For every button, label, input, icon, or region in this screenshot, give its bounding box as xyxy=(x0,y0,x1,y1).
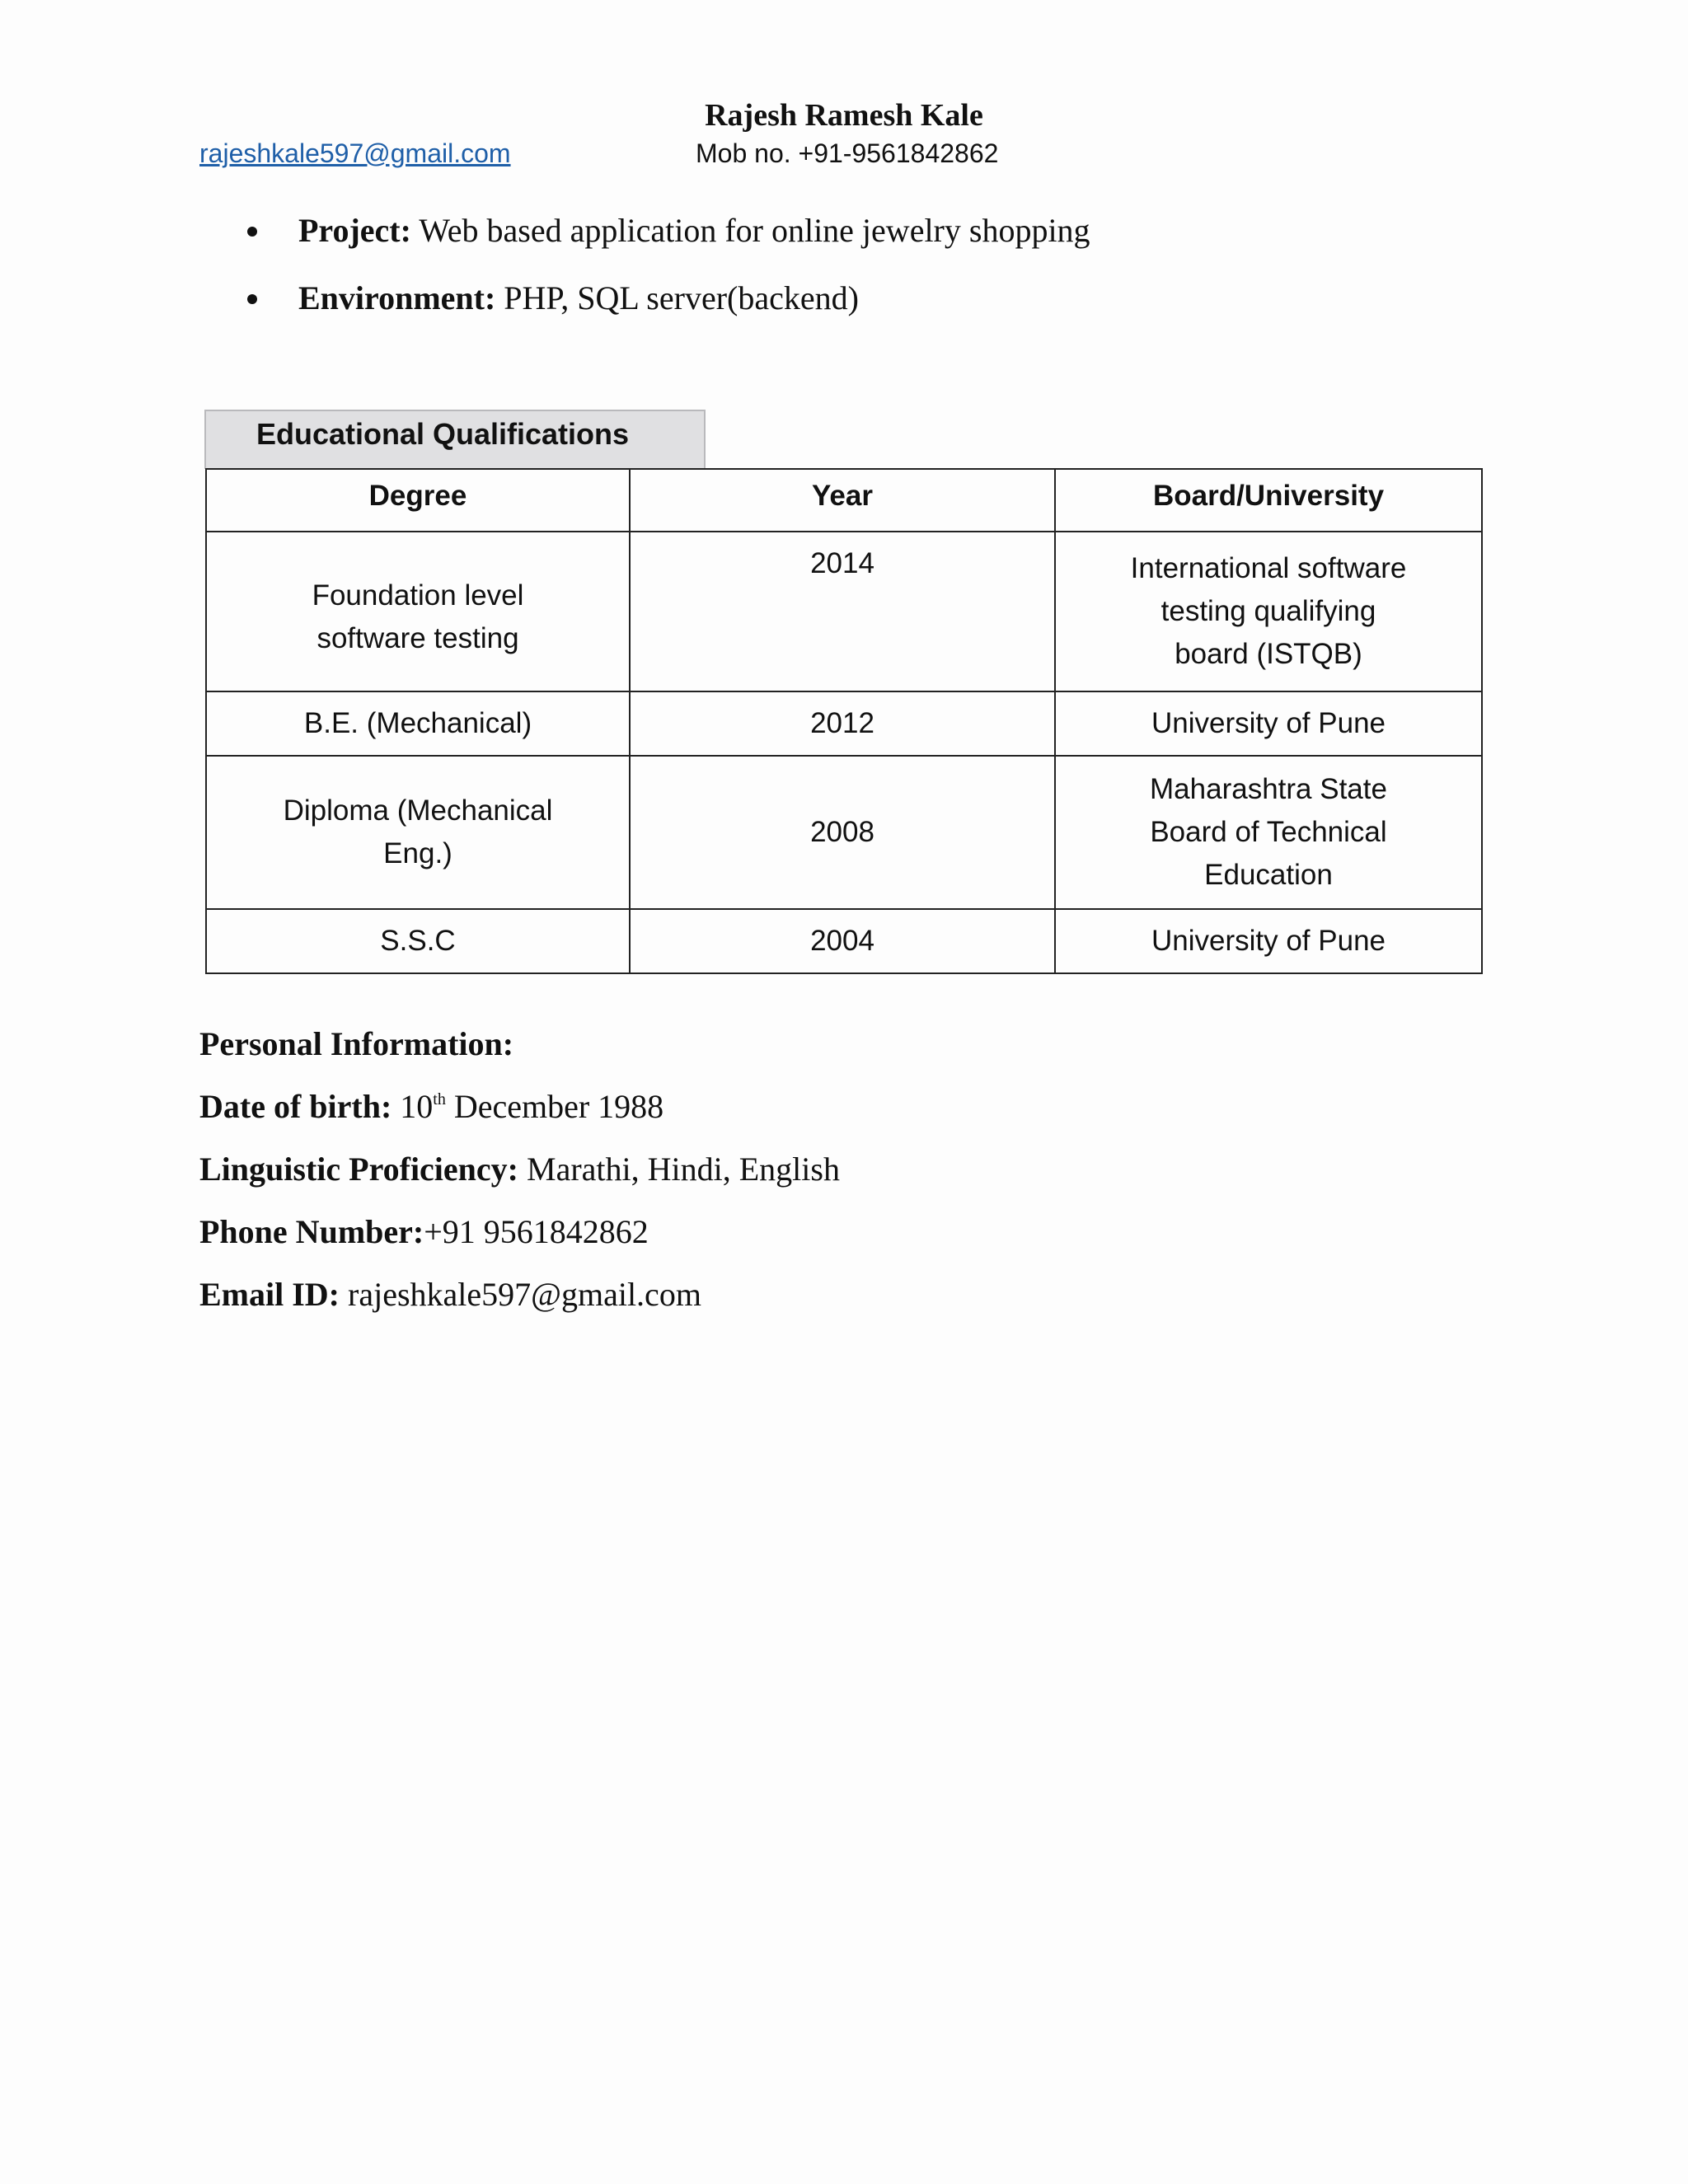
degree-line: Diploma (Mechanical xyxy=(283,794,553,827)
year-cell: 2008 xyxy=(630,756,1055,909)
column-header-board: Board/University xyxy=(1055,469,1482,532)
phone-number xyxy=(199,1212,840,1253)
linguistic-proficiency xyxy=(199,1149,840,1190)
table-row xyxy=(206,756,1482,909)
bullet-icon xyxy=(247,227,257,237)
dob-month-year: December 1988 xyxy=(453,1088,664,1125)
table-row xyxy=(206,691,1482,756)
column-header-degree: Degree xyxy=(206,469,630,532)
header-email-link[interactable]: rajeshkale597@gmail.com xyxy=(199,138,511,168)
personal-info-heading xyxy=(199,1024,840,1065)
personal-information-section xyxy=(199,1024,840,1337)
email-id xyxy=(199,1274,840,1315)
degree-line: Foundation level xyxy=(312,579,524,612)
degree-line: Eng.) xyxy=(383,837,452,869)
languages-value: Marathi, Hindi, English xyxy=(527,1151,840,1188)
date-of-birth xyxy=(199,1086,840,1127)
year-cell: 2004 xyxy=(630,909,1055,973)
environment-label: Environment: xyxy=(298,279,496,316)
degree-line: software testing xyxy=(316,622,519,654)
board-line: Maharashtra State xyxy=(1150,773,1387,805)
phone-value: +91 9561842862 xyxy=(424,1213,649,1250)
bullet-icon xyxy=(247,294,257,304)
board-line: testing qualifying xyxy=(1160,595,1376,627)
board-cell: University of Pune xyxy=(1055,909,1482,973)
phone-label: Phone Number: xyxy=(199,1213,424,1250)
year-cell: 2012 xyxy=(630,691,1055,756)
project-value: Web based application for online jewelry shopping xyxy=(419,212,1090,249)
project-item xyxy=(247,210,1090,251)
degree-cell xyxy=(206,756,630,909)
environment-item xyxy=(247,278,1090,319)
education-section-title: Educational Qualifications xyxy=(204,410,706,469)
board-cell xyxy=(1055,756,1482,909)
board-line: International software xyxy=(1130,552,1407,584)
board-cell xyxy=(1055,532,1482,691)
year-cell: 2014 xyxy=(630,532,1055,691)
board-line: Board of Technical xyxy=(1150,816,1387,848)
table-row xyxy=(206,909,1482,973)
email-label: Email ID: xyxy=(199,1276,340,1313)
degree-cell xyxy=(206,532,630,691)
degree-cell: S.S.C xyxy=(206,909,630,973)
heading-text: Personal Information: xyxy=(199,1025,514,1062)
dob-suffix: th xyxy=(433,1090,446,1108)
table-header-row xyxy=(206,469,1482,532)
project-details-list xyxy=(247,210,1090,345)
table-row xyxy=(206,532,1482,691)
project-label: Project: xyxy=(298,212,411,249)
environment-value: PHP, SQL server(backend) xyxy=(504,279,859,316)
board-cell: University of Pune xyxy=(1055,691,1482,756)
education-table xyxy=(205,468,1483,974)
column-header-year: Year xyxy=(630,469,1055,532)
languages-label: Linguistic Proficiency: xyxy=(199,1151,518,1188)
board-line: board (ISTQB) xyxy=(1175,638,1362,670)
board-line: Education xyxy=(1204,859,1333,891)
dob-day: 10 xyxy=(400,1088,434,1125)
dob-label: Date of birth: xyxy=(199,1088,392,1125)
header-mobile-number: Mob no. +91-9561842862 xyxy=(696,138,999,168)
email-value: rajeshkale597@gmail.com xyxy=(348,1276,701,1313)
degree-cell: B.E. (Mechanical) xyxy=(206,691,630,756)
resume-name: Rajesh Ramesh Kale xyxy=(705,98,983,133)
